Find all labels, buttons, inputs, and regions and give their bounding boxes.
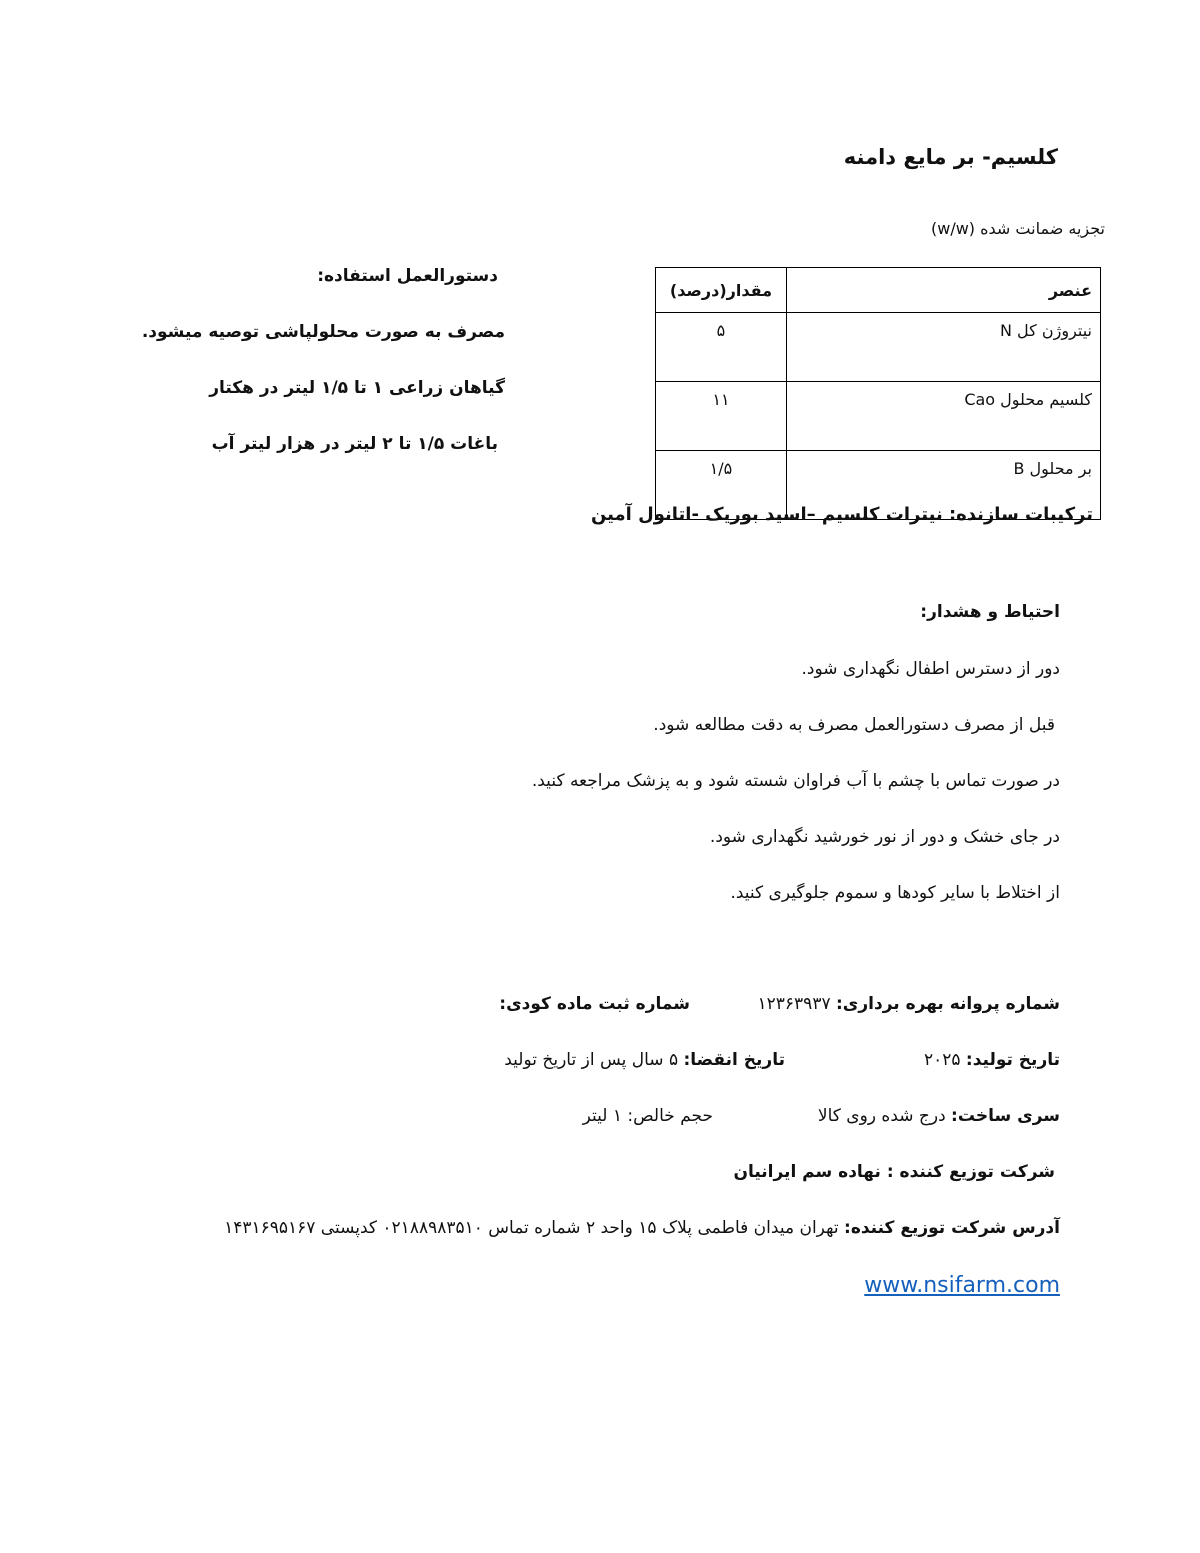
net-volume: حجم خالص: ۱ لیتر: [582, 1106, 713, 1126]
batch-label: سری ساخت:: [951, 1106, 1060, 1126]
warning-line: از اختلاط با سایر کودها و سموم جلوگیری کنید.: [730, 883, 1060, 903]
production-date: [924, 1050, 1060, 1070]
permit-number: [758, 994, 1060, 1014]
batch-number: [818, 1106, 1060, 1126]
warning-line: در صورت تماس با چشم با آب فراوان شسته شود و به پزشک مراجعه کنید.: [531, 771, 1060, 791]
warning-line: قبل از مصرف دستورالعمل مصرف به دقت مطالعه شود.: [653, 715, 1055, 735]
distributor: شرکت توزیع کننده : نهاده سم ایرانیان: [733, 1162, 1055, 1182]
elements-table: [655, 267, 1101, 520]
expiry-value: ۵ سال پس از تاریخ تولید: [504, 1050, 679, 1070]
warning-line: دور از دسترس اطفال نگهداری شود.: [801, 659, 1060, 679]
cell-amount: ۱/۵: [656, 451, 787, 520]
table-row: [656, 313, 1101, 382]
address-label: آدرس شرکت توزیع کننده:: [844, 1218, 1060, 1238]
usage-line: مصرف به صورت محلولپاشی توصیه میشود.: [141, 322, 505, 342]
header-element: عنصر: [786, 268, 1100, 313]
registration-label: شماره ثبت ماده کودی:: [499, 994, 690, 1014]
website-link[interactable]: www.nsifarm.com: [864, 1273, 1060, 1298]
cell-amount: ۵: [656, 313, 787, 382]
usage-heading: دستورالعمل استفاده:: [317, 266, 498, 286]
warning-line: در جای خشک و دور از نور خورشید نگهداری شود.: [709, 827, 1060, 847]
cell-element: نیتروژن کل N: [786, 313, 1100, 382]
distributor-address: [224, 1218, 1060, 1238]
batch-value: درج شده روی کالا: [817, 1106, 946, 1126]
cell-element: بر محلول B: [786, 451, 1100, 520]
production-label: تاریخ تولید:: [965, 1050, 1060, 1070]
table-row: [656, 382, 1101, 451]
usage-line: گیاهان زراعی ۱ تا ۱/۵ لیتر در هکتار: [209, 378, 505, 398]
header-amount: مقدار(درصد): [656, 268, 787, 313]
document-title: کلسیم- بر مایع دامنه: [843, 145, 1058, 169]
permit-label: شماره پروانه بهره برداری:: [835, 994, 1060, 1014]
cell-element: کلسیم محلول Cao: [786, 382, 1100, 451]
expiry-label: تاریخ انقضا:: [683, 1050, 785, 1070]
address-value: تهران میدان فاطمی پلاک ۱۵ واحد ۲ شماره تماس ۰۲۱۸۸۹۸۳۵۱۰ کدپستی ۱۴۳۱۶۹۵۱۶۷: [224, 1218, 839, 1238]
production-value: ۲۰۲۵: [923, 1050, 961, 1070]
cell-amount: ۱۱: [656, 382, 787, 451]
table-header-row: [656, 268, 1101, 313]
guaranteed-analysis-heading: تجزیه ضمانت شده (w/w): [930, 219, 1105, 238]
usage-line: باغات ۱/۵ تا ۲ لیتر در هزار لیتر آب: [211, 434, 498, 454]
expiry-date: [504, 1050, 785, 1070]
warnings-heading: احتیاط و هشدار:: [920, 602, 1060, 622]
ingredients-text: ترکیبات سازنده: نیترات کلسیم –اسید بوریک -اتانول آمین: [590, 504, 1093, 525]
permit-value: ۱۲۳۶۳۹۳۷: [757, 994, 831, 1014]
